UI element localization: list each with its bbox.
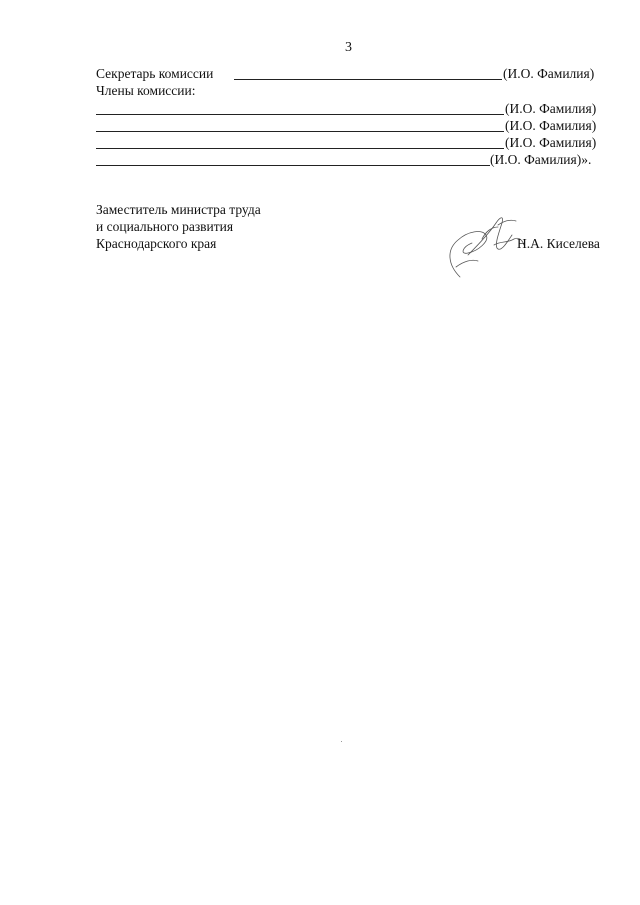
members-label: Члены комиссии:: [96, 83, 196, 98]
handwritten-signature: [438, 205, 528, 280]
member-signature-line: [96, 148, 504, 149]
signatory-position-line: и социального развития: [96, 219, 234, 234]
page-number: 3: [345, 40, 352, 55]
scan-speck: [341, 741, 342, 742]
member-signature-line: [96, 114, 504, 115]
signatory-position-line: Заместитель министра труда: [96, 202, 261, 217]
member-signature-line: [96, 131, 504, 132]
member-name-placeholder: (И.О. Фамилия): [505, 118, 597, 133]
member-name-placeholder: (И.О. Фамилия)».: [490, 152, 592, 167]
secretary-signature-line: [234, 79, 502, 80]
secretary-label: Секретарь комиссии: [96, 66, 214, 81]
signatory-name: Н.А. Киселева: [517, 236, 600, 251]
signatory-position-line: Краснодарского края: [96, 236, 217, 251]
member-name-placeholder: (И.О. Фамилия): [505, 135, 597, 150]
member-signature-line: [96, 165, 490, 166]
member-name-placeholder: (И.О. Фамилия): [505, 101, 597, 116]
secretary-name-placeholder: (И.О. Фамилия): [503, 66, 595, 81]
